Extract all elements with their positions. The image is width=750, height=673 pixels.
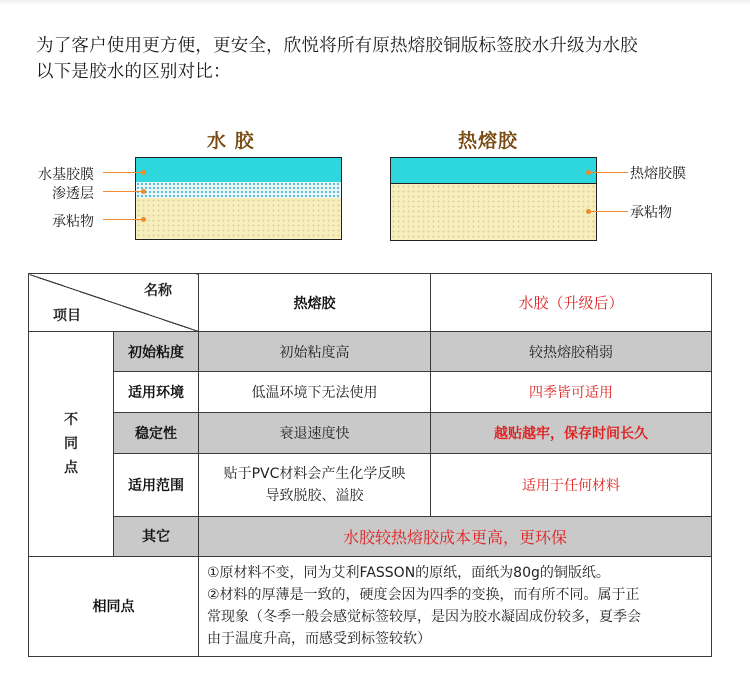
header-hotmelt: 热熔胶 — [199, 274, 431, 332]
label-hotmelt-film: 热熔胶膜 — [630, 166, 686, 182]
water-glue-title: 水 胶 — [207, 130, 255, 152]
same-line: ②材料的厚薄是一致的，硬度会因为四季的变换，而有所不同。属于正 — [207, 587, 640, 604]
leader-water-film — [103, 172, 143, 173]
row-item: 适用环境 — [114, 372, 199, 413]
header-item-label: 项目 — [53, 308, 81, 325]
leader-penetration — [103, 191, 143, 192]
water-penetration-layer — [135, 182, 342, 198]
row-water: 四季皆可适用 — [431, 372, 712, 413]
leader-dot — [141, 217, 146, 222]
hotmelt-title: 热熔胶 — [458, 130, 519, 152]
row-hotmelt: 初始粘度高 — [199, 332, 431, 372]
row-hotmelt: 低温环境下无法使用 — [199, 372, 431, 413]
row-item: 其它 — [114, 516, 199, 556]
comparison-table — [28, 273, 712, 657]
intro-text — [36, 33, 726, 85]
row-hotmelt-line: 导致脱胶、溢胶 — [265, 488, 364, 504]
header-water: 水胶（升级后） — [431, 274, 712, 332]
table-row — [29, 332, 712, 372]
label-water-film: 水基胶膜 — [38, 167, 94, 183]
table-row — [29, 372, 712, 413]
leader-hotmelt-film — [588, 172, 628, 173]
label-penetration: 渗透层 — [52, 186, 94, 202]
leader-dot — [586, 170, 591, 175]
leader-dot — [586, 209, 591, 214]
leader-dot — [141, 189, 146, 194]
intro-line-1: 为了客户使用更方便，更安全，欣悦将所有原热熔胶铜版标签胶水升级为水胶 — [36, 36, 638, 56]
same-line: 由于温度升高，而感受到标签较软） — [207, 631, 431, 648]
table-row — [29, 454, 712, 516]
water-film-layer — [135, 157, 342, 182]
table-row — [29, 516, 712, 556]
row-hotmelt: 衰退速度快 — [199, 413, 431, 454]
row-water: 适用于任何材料 — [431, 454, 712, 516]
row-item: 适用范围 — [114, 454, 199, 516]
row-item: 稳定性 — [114, 413, 199, 454]
row-merged: 水胶较热熔胶成本更高，更环保 — [199, 516, 712, 556]
intro-line-2: 以下是胶水的区别对比： — [36, 62, 231, 82]
same-points-text — [199, 556, 712, 656]
diff-char: 点 — [64, 459, 78, 476]
hotmelt-substrate-layer — [390, 183, 597, 241]
table-header-row — [29, 274, 712, 332]
label-hotmelt-substrate: 承粘物 — [630, 205, 672, 221]
hotmelt-film-layer — [390, 157, 597, 184]
same-line: 常现象（冬季一般会感觉标签较厚，是因为胶水凝固成份较多，夏季会 — [207, 609, 641, 626]
leader-hotmelt-substrate — [588, 211, 628, 212]
diff-label — [29, 332, 114, 557]
water-substrate-layer — [135, 198, 342, 240]
same-points-row — [29, 556, 712, 656]
same-line: ①原材料不变，同为艾利FASSON的原纸，面纸为80g的铜版纸。 — [207, 565, 610, 582]
diff-char: 不 — [64, 411, 78, 428]
header-corner-cell — [29, 274, 199, 332]
table-row — [29, 413, 712, 454]
leader-water-substrate — [103, 219, 143, 220]
leader-dot — [141, 170, 146, 175]
row-water: 越贴越牢，保存时间长久 — [431, 413, 712, 454]
top-divider — [0, 0, 750, 5]
row-hotmelt-line: 贴于PVC材料会产生化学反映 — [223, 466, 406, 482]
row-hotmelt — [199, 454, 431, 516]
label-water-substrate: 承粘物 — [52, 214, 94, 230]
header-name-label: 名称 — [144, 283, 172, 299]
diff-char: 同 — [64, 435, 78, 452]
row-water: 较热熔胶稍弱 — [431, 332, 712, 372]
same-label: 相同点 — [29, 556, 199, 656]
row-item: 初始粘度 — [114, 332, 199, 372]
